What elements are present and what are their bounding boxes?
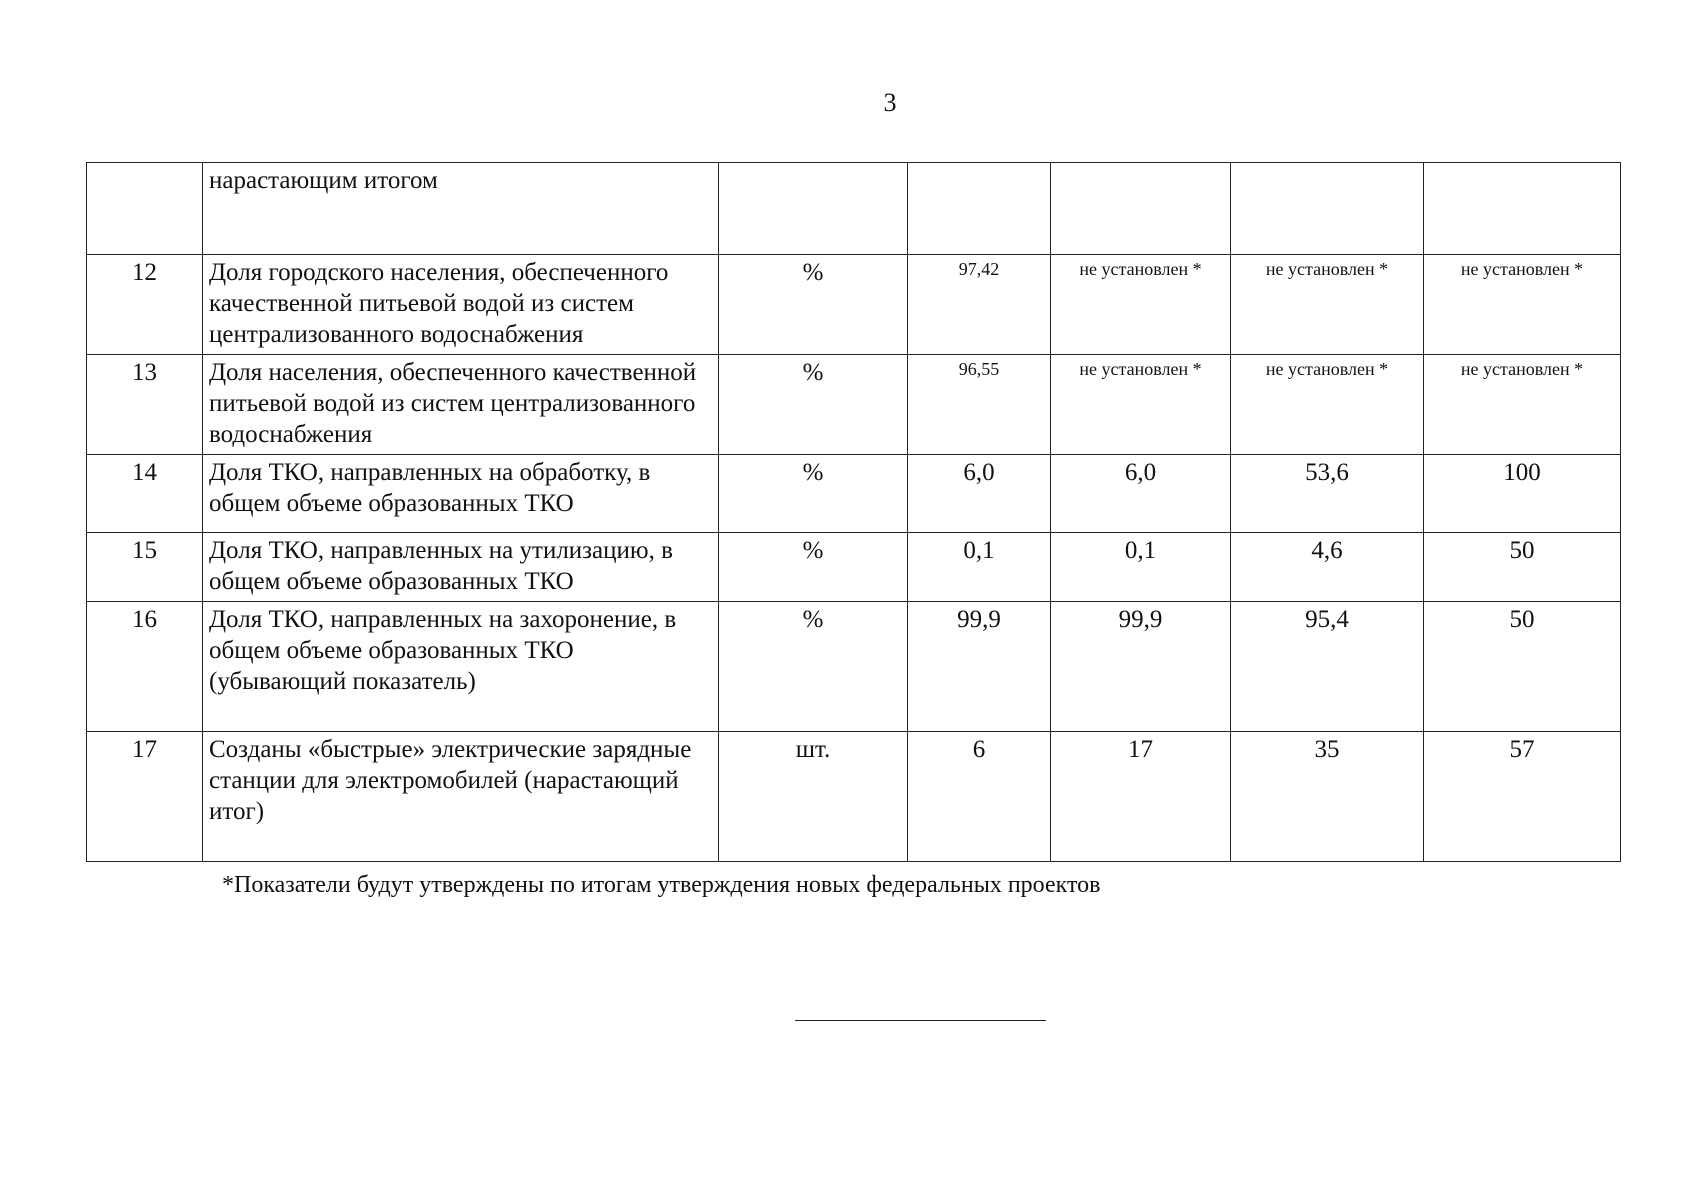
value-cell: 6 — [908, 732, 1051, 862]
table-row-12 — [87, 255, 1621, 355]
table-row-13 — [87, 355, 1621, 455]
value-cell: 97,42 — [908, 255, 1051, 355]
value-cell: 99,9 — [908, 602, 1051, 732]
footnote: *Показатели будут утверждены по итогам утверждения новых федеральных проектов — [222, 872, 1101, 898]
page-number: 3 — [883, 88, 897, 117]
unit-cell: % — [719, 533, 908, 602]
value-cell: 0,1 — [1051, 533, 1231, 602]
indicator-name: нарастающим итогом — [203, 163, 719, 255]
value-cell — [908, 163, 1051, 255]
value-cell: 50 — [1424, 533, 1621, 602]
value-cell: не установлен * — [1231, 355, 1424, 455]
unit-cell: % — [719, 602, 908, 732]
indicator-name: Доля ТКО, направленных на обработку, в общем объеме образованных ТКО — [203, 455, 719, 533]
closing-divider — [795, 1020, 1046, 1021]
value-cell: не установлен * — [1424, 255, 1621, 355]
row-number: 12 — [87, 255, 203, 355]
table-row-17 — [87, 732, 1621, 862]
value-cell — [1231, 163, 1424, 255]
unit-cell: шт. — [719, 732, 908, 862]
indicator-name: Доля населения, обеспеченного качественной питьевой водой из систем централизованного водоснабжения — [203, 355, 719, 455]
indicators-table — [86, 162, 1621, 862]
value-cell: 17 — [1051, 732, 1231, 862]
indicator-name: Созданы «быстрые» электрические зарядные станции для электромобилей (нарастающий итог) — [203, 732, 719, 862]
value-cell: не установлен * — [1051, 255, 1231, 355]
value-cell: не установлен * — [1051, 355, 1231, 455]
value-cell: 95,4 — [1231, 602, 1424, 732]
value-cell: 4,6 — [1231, 533, 1424, 602]
unit-cell: % — [719, 255, 908, 355]
indicator-name: Доля ТКО, направленных на утилизацию, в общем объеме образованных ТКО — [203, 533, 719, 602]
value-cell: 53,6 — [1231, 455, 1424, 533]
unit-cell: % — [719, 355, 908, 455]
row-number: 16 — [87, 602, 203, 732]
value-cell: 99,9 — [1051, 602, 1231, 732]
row-number — [87, 163, 203, 255]
unit-cell: % — [719, 455, 908, 533]
value-cell: 35 — [1231, 732, 1424, 862]
value-cell: 50 — [1424, 602, 1621, 732]
indicator-name: Доля городского населения, обеспеченного качественной питьевой водой из систем централизованного водоснабжения — [203, 255, 719, 355]
table-row-continuation — [87, 163, 1621, 255]
value-cell: не установлен * — [1424, 355, 1621, 455]
row-number: 15 — [87, 533, 203, 602]
value-cell — [1051, 163, 1231, 255]
row-number: 17 — [87, 732, 203, 862]
table-row-16 — [87, 602, 1621, 732]
row-number: 13 — [87, 355, 203, 455]
value-cell: 57 — [1424, 732, 1621, 862]
row-number: 14 — [87, 455, 203, 533]
value-cell — [1424, 163, 1621, 255]
unit-cell — [719, 163, 908, 255]
value-cell: не установлен * — [1231, 255, 1424, 355]
value-cell: 96,55 — [908, 355, 1051, 455]
value-cell: 0,1 — [908, 533, 1051, 602]
value-cell: 6,0 — [1051, 455, 1231, 533]
value-cell: 6,0 — [908, 455, 1051, 533]
indicator-name: Доля ТКО, направленных на захоронение, в общем объеме образованных ТКО (убывающий показатель) — [203, 602, 719, 732]
table-row-14 — [87, 455, 1621, 533]
value-cell: 100 — [1424, 455, 1621, 533]
table-row-15 — [87, 533, 1621, 602]
